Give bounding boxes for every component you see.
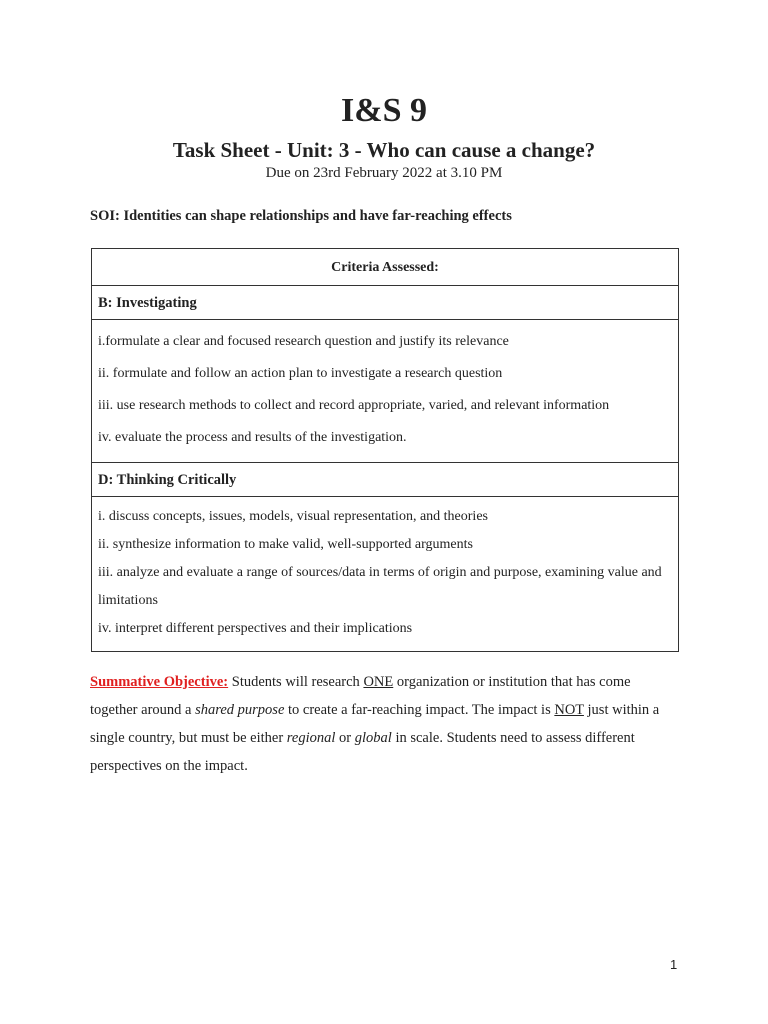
summative-text: or (335, 730, 355, 746)
criterion-item: ii. synthesize information to make valid, well-supported arguments (98, 537, 473, 552)
summative-emphasis: ONE (363, 674, 394, 690)
criterion-item: iv. evaluate the process and results of the investigation. (98, 430, 407, 445)
page-title: I&S 9 (341, 92, 427, 129)
summative-text: just within a single country, but must be either (90, 702, 660, 746)
criterion-item: i.formulate a clear and focused research question and justify its relevance (98, 334, 509, 349)
summative-text: organization or institution that has come together around a (90, 674, 631, 718)
criterion-item: iii. use research methods to collect and record appropriate, varied, and relevant information (98, 398, 610, 413)
summative-text: Students will research (228, 674, 364, 690)
summative-text: to create a far-reaching impact. The impact is (284, 702, 555, 718)
criterion-item: iv. interpret different perspectives and their implications (98, 621, 413, 636)
criterion-d-items (92, 497, 678, 651)
criteria-table (91, 248, 679, 652)
criterion-b-items (92, 320, 678, 463)
summative-emphasis: global (354, 730, 392, 746)
criterion-item: ii. formulate and follow an action plan to investigate a research question (98, 366, 503, 381)
page-number: 1 (670, 957, 678, 972)
summative-emphasis: shared purpose (195, 702, 285, 718)
summative-emphasis: NOT (554, 702, 584, 718)
due-date: Due on 23rd February 2022 at 3.10 PM (265, 165, 503, 181)
criterion-b-title: B: Investigating (92, 286, 678, 320)
summative-objective-label: Summative Objective: (90, 674, 229, 690)
criterion-item: i. discuss concepts, issues, models, visual representation, and theories (98, 509, 488, 524)
summative-text: in scale. Students need to assess different perspectives on the impact. (90, 730, 635, 774)
criterion-d-title: D: Thinking Critically (92, 463, 678, 497)
summative-emphasis: regional (286, 730, 336, 746)
task-sheet-subtitle: Task Sheet - Unit: 3 - Who can cause a change? (172, 138, 596, 162)
criteria-table-header: Criteria Assessed: (92, 249, 678, 286)
criterion-item: iii. analyze and evaluate a range of sources/data in terms of origin and purpose, examining value and limitations (98, 565, 662, 608)
summative-objective (90, 668, 680, 780)
soi-statement: SOI: Identities can shape relationships and have far-reaching effects (90, 208, 512, 224)
